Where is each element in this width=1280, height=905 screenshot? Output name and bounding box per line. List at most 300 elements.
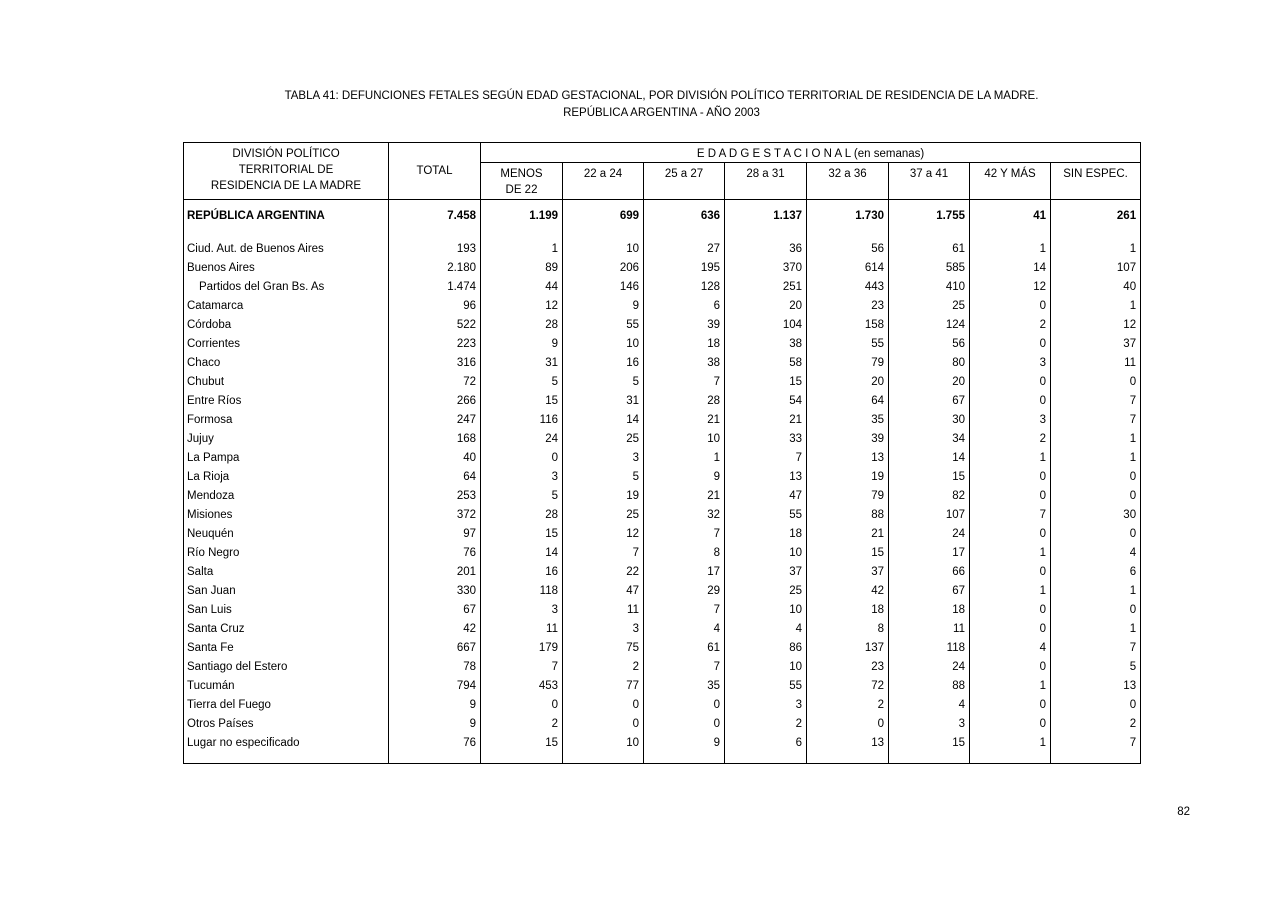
cell-value: 794 — [389, 676, 481, 695]
row-label: Santa Cruz — [184, 619, 389, 638]
cell-value: 179 — [481, 638, 563, 657]
row-label: Lugar no especificado — [184, 733, 389, 763]
cell-value: 585 — [889, 258, 970, 277]
cell-value: 193 — [389, 226, 481, 259]
cell-value: 15 — [889, 467, 970, 486]
cell-value: 11 — [563, 600, 644, 619]
cell-value: 21 — [725, 410, 807, 429]
cell-value: 66 — [889, 562, 970, 581]
cell-value: 10 — [725, 543, 807, 562]
cell-value: 14 — [970, 258, 1051, 277]
cell-value: 76 — [389, 733, 481, 763]
cell-value: 12 — [481, 296, 563, 315]
cell-value: 3 — [970, 353, 1051, 372]
cell-value: 3 — [725, 695, 807, 714]
cell-value: 30 — [1123, 508, 1137, 521]
cell-value: 28 — [644, 391, 725, 410]
cell-value: 18 — [889, 600, 970, 619]
cell-value: 61 — [889, 226, 970, 259]
column-header-cell: SIN ESPEC. — [1051, 163, 1141, 200]
row-label: REPÚBLICA ARGENTINA — [184, 200, 389, 226]
cell-value: 37 — [807, 562, 889, 581]
cell-value: 40 — [1123, 280, 1137, 293]
cell-value: 23 — [807, 296, 889, 315]
page-number: 82 — [1177, 806, 1190, 818]
cell-value: 24 — [481, 429, 563, 448]
cell-value: 443 — [807, 277, 889, 296]
cell-value: 2 — [807, 695, 889, 714]
cell-value: 10 — [644, 429, 725, 448]
table-row — [184, 296, 1141, 315]
cell-value: 7 — [481, 657, 563, 676]
cell-value: 75 — [563, 638, 644, 657]
cell-value: 7 — [644, 600, 725, 619]
cell-value: 42 — [389, 619, 481, 638]
cell-value: 96 — [389, 296, 481, 315]
cell-value: 261 — [1116, 210, 1137, 222]
cell-value: 1 — [970, 543, 1051, 562]
cell-value: 15 — [725, 372, 807, 391]
cell-value: 168 — [389, 429, 481, 448]
cell-value: 4 — [644, 619, 725, 638]
cell-value: 23 — [807, 657, 889, 676]
cell-value: 0 — [970, 562, 1051, 581]
cell-value: 55 — [725, 505, 807, 524]
cell-value: 10 — [563, 334, 644, 353]
cell-value: 330 — [389, 581, 481, 600]
cell-value: 13 — [807, 448, 889, 467]
cell-value: 25 — [725, 581, 807, 600]
cell-value: 1.474 — [389, 277, 481, 296]
cell-value: 0 — [970, 296, 1051, 315]
cell-value: 37 — [1123, 337, 1137, 350]
table-row — [184, 334, 1141, 353]
column-header-cell: 32 a 36 — [807, 163, 889, 200]
cell-value: 11 — [481, 619, 563, 638]
cell-value: 4 — [1129, 546, 1137, 559]
cell-value: 370 — [725, 258, 807, 277]
cell-value: 6 — [1129, 565, 1137, 578]
cell-value: 253 — [389, 486, 481, 505]
row-label: Misiones — [184, 505, 389, 524]
cell-value: 251 — [725, 277, 807, 296]
cell-value: 39 — [644, 315, 725, 334]
cell-value: 24 — [889, 524, 970, 543]
cell-value: 7 — [725, 448, 807, 467]
row-label: Neuquén — [184, 524, 389, 543]
row-label: Entre Ríos — [184, 391, 389, 410]
cell-value: 0 — [481, 448, 563, 467]
column-header-cell: MENOS DE 22 — [481, 163, 563, 200]
cell-value: 12 — [1123, 318, 1137, 331]
cell-value: 89 — [481, 258, 563, 277]
cell-value: 195 — [644, 258, 725, 277]
cell-value: 67 — [389, 600, 481, 619]
cell-value: 88 — [807, 505, 889, 524]
cell-value: 7 — [1129, 641, 1137, 654]
cell-value: 64 — [807, 391, 889, 410]
table-header — [184, 143, 1141, 200]
cell-value: 47 — [725, 486, 807, 505]
cell-value: 0 — [807, 714, 889, 733]
cell-value: 1 — [970, 733, 1051, 763]
cell-value: 5 — [481, 486, 563, 505]
cell-value: 27 — [644, 226, 725, 259]
cell-value: 20 — [889, 372, 970, 391]
row-label: Córdoba — [184, 315, 389, 334]
row-label: Otros Países — [184, 714, 389, 733]
cell-value: 35 — [807, 410, 889, 429]
cell-value: 14 — [481, 543, 563, 562]
cell-value: 201 — [389, 562, 481, 581]
row-label: La Pampa — [184, 448, 389, 467]
row-label: Jujuy — [184, 429, 389, 448]
cell-value: 522 — [389, 315, 481, 334]
cell-value: 39 — [807, 429, 889, 448]
row-header-line2: TERRITORIAL DE — [238, 164, 334, 176]
row-label: Partidos del Gran Bs. As — [184, 277, 389, 296]
cell-value: 0 — [970, 657, 1051, 676]
cell-value: 1.730 — [807, 200, 889, 226]
cell-value: 247 — [389, 410, 481, 429]
cell-value: 1.137 — [725, 200, 807, 226]
cell-value: 4 — [725, 619, 807, 638]
cell-value: 0 — [970, 486, 1051, 505]
cell-value: 82 — [889, 486, 970, 505]
table-row — [184, 315, 1141, 334]
cell-value: 9 — [644, 467, 725, 486]
cell-value: 10 — [563, 226, 644, 259]
cell-value: 0 — [1129, 527, 1137, 540]
cell-value: 31 — [481, 353, 563, 372]
cell-value: 2 — [970, 429, 1051, 448]
cell-value: 699 — [563, 200, 644, 226]
column-header-cell: 37 a 41 — [889, 163, 970, 200]
row-label: Mendoza — [184, 486, 389, 505]
cell-value: 15 — [481, 524, 563, 543]
cell-value: 77 — [563, 676, 644, 695]
cell-value: 11 — [889, 619, 970, 638]
stats-table — [183, 142, 1141, 764]
cell-value: 30 — [889, 410, 970, 429]
cell-value: 4 — [970, 638, 1051, 657]
row-label: Tucumán — [184, 676, 389, 695]
row-label: La Rioja — [184, 467, 389, 486]
row-label: Catamarca — [184, 296, 389, 315]
row-label: Santiago del Estero — [184, 657, 389, 676]
cell-value: 636 — [644, 200, 725, 226]
table-title — [183, 88, 1140, 122]
cell-value: 12 — [563, 524, 644, 543]
cell-value: 128 — [644, 277, 725, 296]
cell-value: 1 — [644, 448, 725, 467]
cell-value: 107 — [889, 505, 970, 524]
cell-value: 316 — [389, 353, 481, 372]
cell-value: 118 — [481, 581, 563, 600]
row-label: Salta — [184, 562, 389, 581]
cell-value: 55 — [563, 315, 644, 334]
cell-value: 7 — [644, 372, 725, 391]
cell-value: 1 — [1129, 622, 1137, 635]
table-row — [184, 714, 1141, 733]
table-row — [184, 657, 1141, 676]
cell-value: 0 — [970, 334, 1051, 353]
table-row — [184, 505, 1141, 524]
document-page — [183, 88, 1140, 764]
cell-value: 372 — [389, 505, 481, 524]
cell-value: 78 — [389, 657, 481, 676]
cell-value: 8 — [807, 619, 889, 638]
cell-value: 97 — [389, 524, 481, 543]
cell-value: 0 — [970, 600, 1051, 619]
cell-value: 32 — [644, 505, 725, 524]
cell-value: 0 — [1129, 470, 1137, 483]
table-row — [184, 524, 1141, 543]
cell-value: 8 — [644, 543, 725, 562]
cell-value: 7 — [970, 505, 1051, 524]
cell-value: 0 — [1129, 489, 1137, 502]
cell-value: 13 — [725, 467, 807, 486]
cell-value: 25 — [889, 296, 970, 315]
cell-value: 35 — [644, 676, 725, 695]
cell-value: 25 — [563, 505, 644, 524]
cell-value: 1 — [481, 226, 563, 259]
cell-value: 2 — [481, 714, 563, 733]
cell-value: 18 — [725, 524, 807, 543]
cell-value: 21 — [644, 410, 725, 429]
cell-value: 453 — [481, 676, 563, 695]
cell-value: 19 — [807, 467, 889, 486]
cell-value: 1 — [970, 226, 1051, 259]
cell-value: 146 — [563, 277, 644, 296]
cell-value: 107 — [1116, 261, 1137, 274]
cell-value: 0 — [970, 619, 1051, 638]
cell-value: 2.180 — [389, 258, 481, 277]
cell-value: 104 — [725, 315, 807, 334]
cell-value: 223 — [389, 334, 481, 353]
cell-value: 21 — [644, 486, 725, 505]
cell-value: 3 — [481, 467, 563, 486]
cell-value: 5 — [481, 372, 563, 391]
cell-value: 40 — [389, 448, 481, 467]
cell-value: 67 — [889, 391, 970, 410]
cell-value: 33 — [725, 429, 807, 448]
cell-value: 79 — [807, 353, 889, 372]
column-header-cell: 42 Y MÁS — [970, 163, 1051, 200]
cell-value: 56 — [807, 226, 889, 259]
table-row — [184, 581, 1141, 600]
group-header-cell: E D A D G E S T A C I O N A L (en semanas) — [481, 143, 1141, 163]
cell-value: 21 — [807, 524, 889, 543]
cell-value: 1 — [970, 581, 1051, 600]
row-label: Corrientes — [184, 334, 389, 353]
cell-value: 20 — [725, 296, 807, 315]
cell-value: 15 — [807, 543, 889, 562]
cell-value: 15 — [889, 733, 970, 763]
cell-value: 3 — [481, 600, 563, 619]
table-row — [184, 258, 1141, 277]
cell-value: 1 — [1129, 451, 1137, 464]
table-row — [184, 410, 1141, 429]
cell-value: 3 — [889, 714, 970, 733]
cell-value: 2 — [563, 657, 644, 676]
row-header-line3: RESIDENCIA DE LA MADRE — [210, 180, 362, 192]
row-header-cell — [184, 143, 389, 200]
table-body — [184, 200, 1141, 764]
cell-value: 86 — [725, 638, 807, 657]
cell-value: 0 — [644, 714, 725, 733]
cell-value: 5 — [1129, 660, 1137, 673]
row-label: Río Negro — [184, 543, 389, 562]
cell-value: 34 — [889, 429, 970, 448]
cell-value: 0 — [970, 467, 1051, 486]
table-title-line1: TABLA 41: DEFUNCIONES FETALES SEGÚN EDAD GESTACIONAL, POR DIVISIÓN POLÍTICO TERRITORIAL DE RESIDENCIA DE LA MADRE. — [284, 90, 1039, 102]
cell-value: 118 — [889, 638, 970, 657]
cell-value: 614 — [807, 258, 889, 277]
cell-value: 44 — [481, 277, 563, 296]
cell-value: 1 — [1129, 584, 1137, 597]
cell-value: 5 — [563, 372, 644, 391]
cell-value: 0 — [563, 695, 644, 714]
cell-value: 6 — [644, 296, 725, 315]
cell-value: 266 — [389, 391, 481, 410]
cell-value: 7 — [1129, 413, 1137, 426]
table-row — [184, 695, 1141, 714]
cell-value: 61 — [644, 638, 725, 657]
cell-value: 158 — [807, 315, 889, 334]
cell-value: 20 — [807, 372, 889, 391]
cell-value: 16 — [563, 353, 644, 372]
cell-value: 58 — [725, 353, 807, 372]
cell-value: 1.199 — [481, 200, 563, 226]
cell-value: 116 — [481, 410, 563, 429]
cell-value: 410 — [889, 277, 970, 296]
cell-value: 6 — [725, 733, 807, 763]
cell-value: 18 — [807, 600, 889, 619]
cell-value: 0 — [970, 714, 1051, 733]
table-row — [184, 226, 1141, 259]
cell-value: 7 — [644, 524, 725, 543]
cell-value: 2 — [725, 714, 807, 733]
cell-value: 1 — [970, 448, 1051, 467]
cell-value: 11 — [1124, 356, 1137, 369]
cell-value: 76 — [389, 543, 481, 562]
row-header-line1: DIVISIÓN POLÍTICO — [232, 148, 340, 160]
cell-value: 67 — [889, 581, 970, 600]
cell-value: 17 — [644, 562, 725, 581]
table-row — [184, 391, 1141, 410]
cell-value: 38 — [725, 334, 807, 353]
cell-value: 0 — [970, 695, 1051, 714]
cell-value: 15 — [481, 391, 563, 410]
cell-value: 0 — [644, 695, 725, 714]
cell-value: 1 — [1129, 242, 1137, 255]
cell-value: 13 — [1123, 679, 1137, 692]
cell-value: 206 — [563, 258, 644, 277]
cell-value: 667 — [389, 638, 481, 657]
column-header-cell: 22 a 24 — [563, 163, 644, 200]
cell-value: 0 — [563, 714, 644, 733]
cell-value: 0 — [970, 372, 1051, 391]
cell-value: 1 — [1129, 432, 1137, 445]
cell-value: 38 — [644, 353, 725, 372]
cell-value: 7.458 — [389, 200, 481, 226]
cell-value: 64 — [389, 467, 481, 486]
cell-value: 9 — [644, 733, 725, 763]
cell-value: 36 — [725, 226, 807, 259]
table-row — [184, 372, 1141, 391]
table-row — [184, 676, 1141, 695]
cell-value: 0 — [970, 391, 1051, 410]
cell-value: 1 — [1129, 299, 1137, 312]
cell-value: 3 — [563, 619, 644, 638]
cell-value: 0 — [1129, 698, 1137, 711]
cell-value: 3 — [970, 410, 1051, 429]
cell-value: 72 — [389, 372, 481, 391]
table-row — [184, 733, 1141, 763]
cell-value: 0 — [1129, 603, 1137, 616]
cell-value: 0 — [970, 524, 1051, 543]
cell-value: 7 — [1129, 394, 1137, 407]
column-header-cell: 25 a 27 — [644, 163, 725, 200]
cell-value: 72 — [807, 676, 889, 695]
row-label: Tierra del Fuego — [184, 695, 389, 714]
cell-value: 28 — [481, 315, 563, 334]
cell-value: 55 — [807, 334, 889, 353]
cell-value: 18 — [644, 334, 725, 353]
cell-value: 14 — [563, 410, 644, 429]
cell-value: 1 — [970, 676, 1051, 695]
table-row — [184, 467, 1141, 486]
cell-value: 41 — [970, 200, 1051, 226]
cell-value: 0 — [481, 695, 563, 714]
cell-value: 124 — [889, 315, 970, 334]
cell-value: 54 — [725, 391, 807, 410]
table-row — [184, 200, 1141, 226]
cell-value: 2 — [1129, 717, 1137, 730]
row-label: Ciud. Aut. de Buenos Aires — [184, 226, 389, 259]
cell-value: 9 — [389, 714, 481, 733]
table-row — [184, 429, 1141, 448]
row-label: Chubut — [184, 372, 389, 391]
cell-value: 2 — [970, 315, 1051, 334]
cell-value: 56 — [889, 334, 970, 353]
cell-value: 19 — [563, 486, 644, 505]
table-row — [184, 600, 1141, 619]
cell-value: 9 — [389, 695, 481, 714]
cell-value: 3 — [563, 448, 644, 467]
cell-value: 88 — [889, 676, 970, 695]
table-row — [184, 638, 1141, 657]
cell-value: 25 — [563, 429, 644, 448]
table-row — [184, 353, 1141, 372]
cell-value: 42 — [807, 581, 889, 600]
cell-value: 14 — [889, 448, 970, 467]
cell-value: 28 — [481, 505, 563, 524]
cell-value: 79 — [807, 486, 889, 505]
cell-value: 22 — [563, 562, 644, 581]
cell-value: 12 — [970, 277, 1051, 296]
cell-value: 1.755 — [889, 200, 970, 226]
table-row — [184, 277, 1141, 296]
cell-value: 10 — [725, 600, 807, 619]
cell-value: 9 — [563, 296, 644, 315]
table-row — [184, 543, 1141, 562]
cell-value: 29 — [644, 581, 725, 600]
cell-value: 13 — [807, 733, 889, 763]
cell-value: 47 — [563, 581, 644, 600]
cell-value: 137 — [807, 638, 889, 657]
